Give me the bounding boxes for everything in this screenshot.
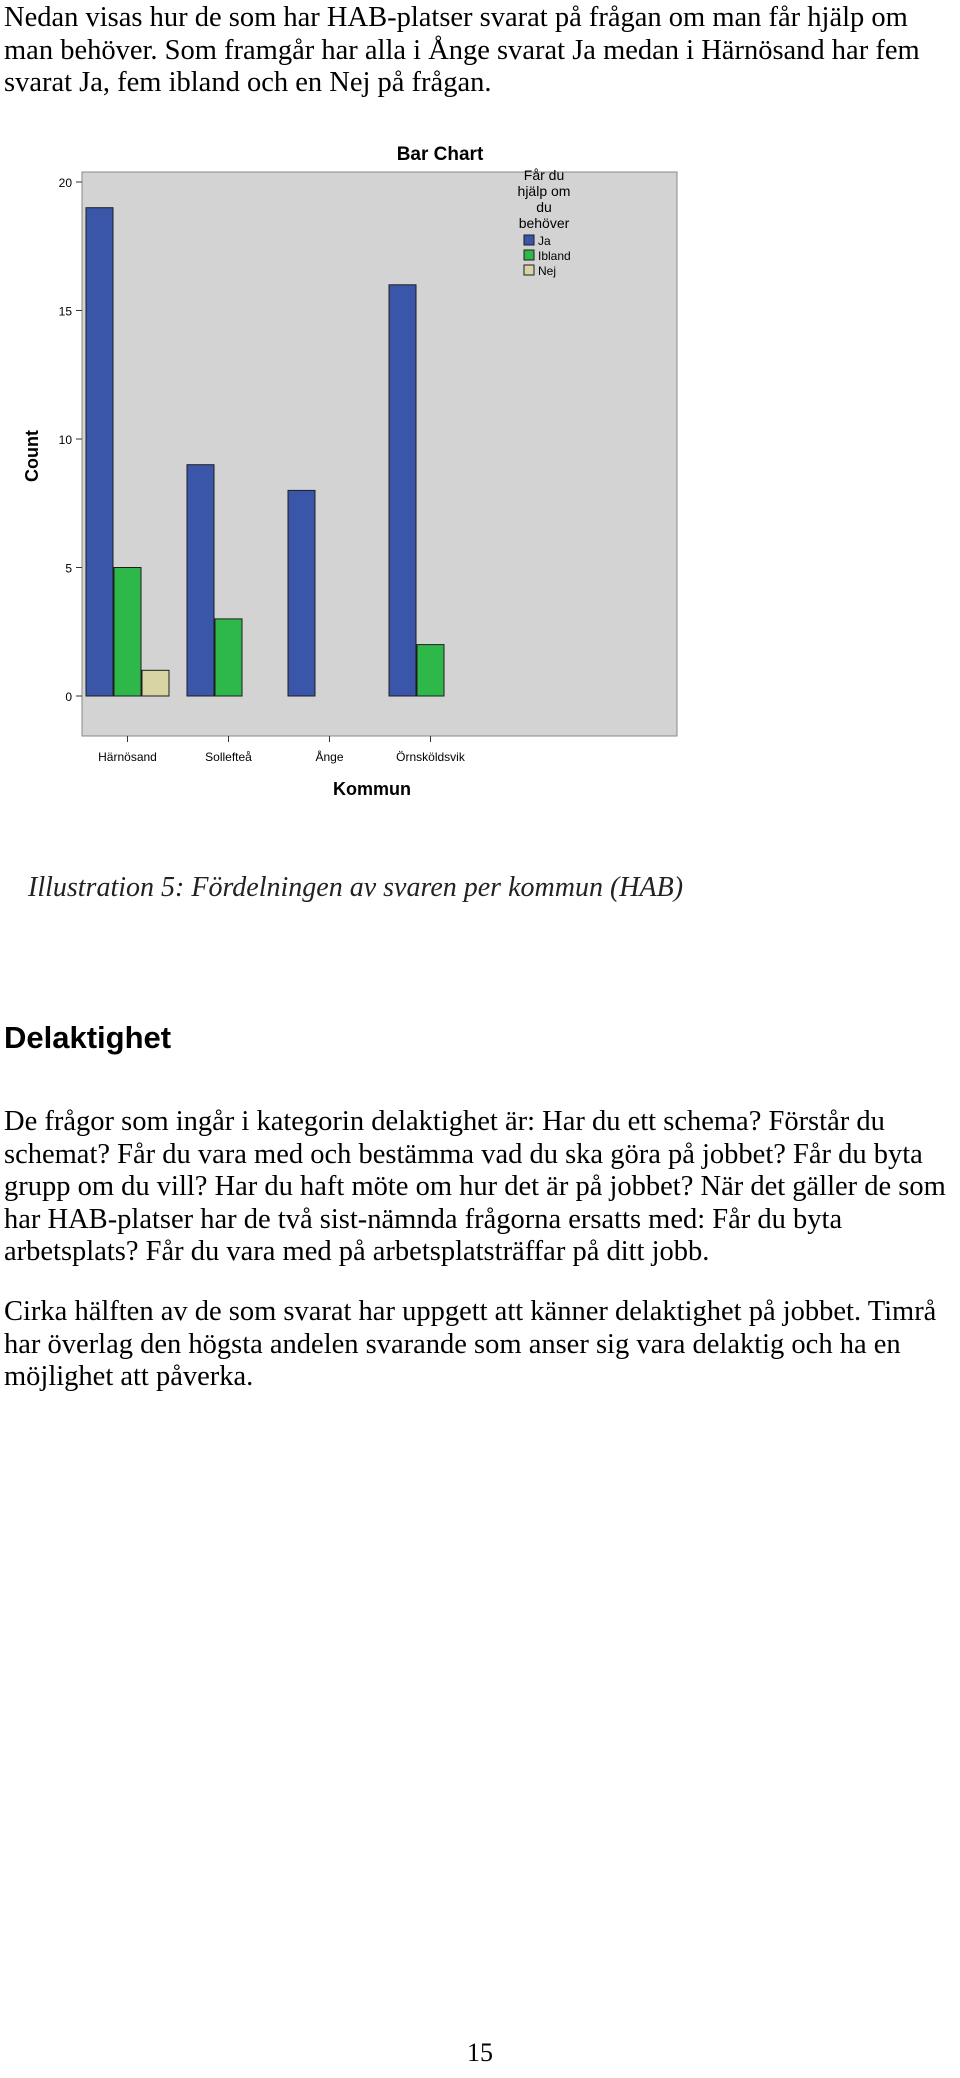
y-tick-label: 10 [58,433,72,447]
x-tick-label: Örnsköldsvik [396,750,465,764]
body-paragraph-1: De frågor som ingår i kategorin delaktighet är: Har du ett schema? Förstår du schemat? Får du vara med och bestämma vad du ska göra på jobbet? Får du byta grupp om du vill? Har du haft möte om hur det är på jobbet? När det gäller de som har HAB-platser har de två sist-nämnda frågorna ersatts med: Får du byta arbetsplats? Får du vara med på arbetsplatsträffar på ditt jobb. [4,1106,946,1267]
bar-ibland-2 [215,619,242,696]
x-axis-label: Kommun [333,779,411,799]
x-tick-label: Ånge [315,750,344,764]
legend-swatch-nej [524,265,534,275]
x-tick-label: Härnösand [98,750,157,764]
y-axis-label: Count [22,430,42,482]
y-tick-label: 20 [58,176,72,190]
x-tick-label: Sollefteå [205,750,252,764]
legend-label-ja: Ja [538,234,551,248]
legend-title-line: hjälp om [517,183,571,199]
legend-label-nej: Nej [538,264,557,278]
legend-title-line: du [536,199,552,215]
y-tick-label: 0 [65,690,72,704]
intro-paragraph: Nedan visas hur de som har HAB-platser svarat på frågan om man får hjälp om man behöver. Som framgår har alla i Ånge svarat Ja medan i Härnösand har fem svarat Ja, fem ibland och en Nej på frågan. [4,2,920,98]
bar-ja-1 [86,208,113,696]
bar-chart-svg [22,140,742,810]
legend-title-line: behöver [518,215,570,231]
y-tick-label: 15 [58,304,72,319]
bar-ibland-4 [417,645,444,696]
legend-swatch-ibland [524,250,534,260]
legend-title-line: Får du [523,167,565,183]
y-tick-label: 5 [65,561,72,576]
body-paragraph-2: Cirka hälften av de som svarat har uppgett att känner delaktighet på jobbet. Timrå har överlag den högsta andelen svarande som anser sig vara delaktig och ha en möjlighet att påverka. [4,1296,937,1392]
figure-caption: Illustration 5: Fördelningen av svaren per kommun (HAB) [28,872,684,903]
bar-ibland-1 [114,568,141,697]
bar-ja-2 [187,465,214,696]
legend-label-ibland: Ibland [538,249,571,263]
chart-title: Bar Chart [396,144,484,165]
legend-swatch-ja [524,235,534,245]
bar-ja-3 [288,490,315,696]
page-number: 15 [467,2038,493,2067]
plot-area [82,172,677,736]
bar-ja-4 [389,285,416,696]
bar-chart [22,140,742,810]
bar-nej-1 [142,670,169,696]
section-heading: Delaktighet [4,1020,172,1055]
